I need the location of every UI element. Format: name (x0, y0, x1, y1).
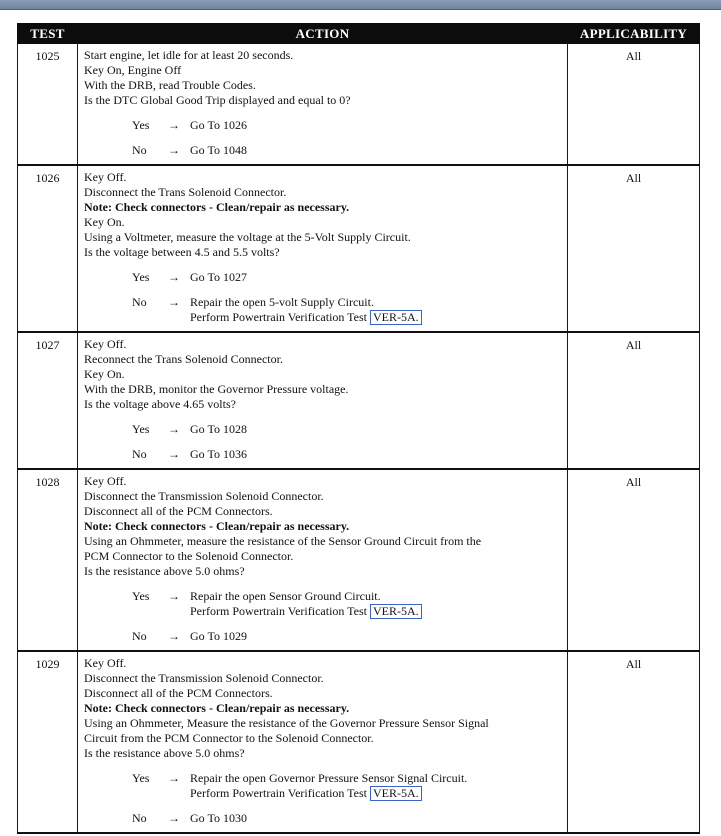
right-arrow-icon: → (168, 589, 180, 603)
no-result (190, 629, 247, 644)
result-text: Repair the open Sensor Ground Circuit. (190, 589, 381, 603)
header-test: TEST (18, 24, 78, 44)
action-line: Key Off. (84, 474, 127, 488)
applicability-cell: All (568, 332, 700, 469)
action-line: Key Off. (84, 337, 127, 351)
result-text: Go To 1027 (190, 270, 247, 284)
action-line: Is the resistance above 5.0 ohms? (84, 746, 245, 760)
yes-branch (132, 589, 563, 619)
right-arrow-icon: → (168, 771, 180, 785)
action-line: Key On. (84, 215, 125, 229)
right-arrow-icon: → (168, 270, 180, 284)
verification-test-link[interactable]: VER-5A. (370, 604, 422, 619)
right-arrow-icon: → (168, 629, 180, 643)
applicability-cell: All (568, 651, 700, 833)
note-line: Note: Check connectors - Clean/repair as necessary. (84, 200, 350, 214)
right-arrow-icon: → (168, 118, 180, 132)
test-number: 1029 (18, 651, 78, 833)
table-row (18, 332, 700, 469)
verification-line (190, 310, 422, 325)
action-cell (78, 651, 568, 833)
action-line: With the DRB, read Trouble Codes. (84, 78, 256, 92)
yes-result (190, 118, 247, 133)
right-arrow-icon: → (168, 143, 180, 157)
no-branch (132, 143, 563, 158)
table-header-row (18, 24, 700, 44)
action-cell (78, 44, 568, 166)
applicability-cell: All (568, 44, 700, 166)
result-text: Repair the open Governor Pressure Sensor Signal Circuit. (190, 771, 468, 785)
table-row (18, 469, 700, 651)
no-label: No (132, 295, 147, 309)
yes-label: Yes (132, 422, 150, 436)
yes-result (190, 270, 247, 285)
action-line: Disconnect the Trans Solenoid Connector. (84, 185, 287, 199)
result-text: Go To 1029 (190, 629, 247, 643)
yes-branch (132, 771, 563, 801)
verification-test-link[interactable]: VER-5A. (370, 310, 422, 325)
no-branch (132, 447, 563, 462)
no-label: No (132, 143, 147, 157)
header-action: ACTION (78, 24, 568, 44)
yes-label: Yes (132, 270, 150, 284)
action-line: Key Off. (84, 170, 127, 184)
action-line: Key On, Engine Off (84, 63, 182, 77)
yes-result (190, 422, 247, 437)
yes-label: Yes (132, 589, 150, 603)
yes-label: Yes (132, 771, 150, 785)
no-label: No (132, 629, 147, 643)
action-line: Disconnect all of the PCM Connectors. (84, 504, 273, 518)
window-top-bar (0, 0, 721, 10)
verification-text: Perform Powertrain Verification Test (190, 786, 368, 800)
action-line: PCM Connector to the Solenoid Connector. (84, 549, 294, 563)
action-line: Using an Ohmmeter, measure the resistance of the Sensor Ground Circuit from the (84, 534, 482, 548)
table-row (18, 44, 700, 166)
table-row (18, 651, 700, 833)
right-arrow-icon: → (168, 422, 180, 436)
result-text: Go To 1030 (190, 811, 247, 825)
action-line: Key Off. (84, 656, 127, 670)
action-cell (78, 469, 568, 651)
result-text: Go To 1036 (190, 447, 247, 461)
yes-branch (132, 270, 563, 285)
verification-text: Perform Powertrain Verification Test (190, 310, 368, 324)
right-arrow-icon: → (168, 295, 180, 309)
applicability-cell: All (568, 469, 700, 651)
yes-branch (132, 118, 563, 133)
no-result (190, 811, 247, 826)
verification-line (190, 604, 422, 619)
action-line: With the DRB, monitor the Governor Pressure voltage. (84, 382, 349, 396)
action-line: Circuit from the PCM Connector to the Solenoid Connector. (84, 731, 374, 745)
action-line: Disconnect the Transmission Solenoid Connector. (84, 671, 324, 685)
result-text: Go To 1026 (190, 118, 247, 132)
action-cell (78, 332, 568, 469)
no-branch (132, 811, 563, 826)
no-result (190, 143, 247, 158)
right-arrow-icon: → (168, 447, 180, 461)
test-number: 1028 (18, 469, 78, 651)
result-text: Go To 1048 (190, 143, 247, 157)
header-applicability: APPLICABILITY (568, 24, 700, 44)
result-text: Repair the open 5-volt Supply Circuit. (190, 295, 374, 309)
action-line: Start engine, let idle for at least 20 seconds. (84, 48, 294, 62)
no-result (190, 295, 422, 325)
note-line: Note: Check connectors - Clean/repair as necessary. (84, 701, 350, 715)
action-line: Key On. (84, 367, 125, 381)
action-line: Using an Ohmmeter, Measure the resistance of the Governor Pressure Sensor Signal (84, 716, 489, 730)
verification-line (190, 786, 467, 801)
no-label: No (132, 811, 147, 825)
test-number: 1026 (18, 165, 78, 332)
action-line: Is the DTC Global Good Trip displayed and equal to 0? (84, 93, 351, 107)
action-cell (78, 165, 568, 332)
yes-result (190, 589, 422, 619)
no-branch (132, 295, 563, 325)
result-text: Go To 1028 (190, 422, 247, 436)
action-line: Is the voltage between 4.5 and 5.5 volts? (84, 245, 280, 259)
action-line: Disconnect all of the PCM Connectors. (84, 686, 273, 700)
action-line: Disconnect the Transmission Solenoid Connector. (84, 489, 324, 503)
verification-test-link[interactable]: VER-5A. (370, 786, 422, 801)
no-result (190, 447, 247, 462)
table-row (18, 165, 700, 332)
no-label: No (132, 447, 147, 461)
applicability-cell: All (568, 165, 700, 332)
action-line: Is the voltage above 4.65 volts? (84, 397, 236, 411)
diagnostic-test-table (17, 23, 700, 834)
verification-text: Perform Powertrain Verification Test (190, 604, 368, 618)
yes-branch (132, 422, 563, 437)
test-number: 1025 (18, 44, 78, 166)
test-number: 1027 (18, 332, 78, 469)
action-line: Reconnect the Trans Solenoid Connector. (84, 352, 283, 366)
yes-result (190, 771, 467, 801)
yes-label: Yes (132, 118, 150, 132)
note-line: Note: Check connectors - Clean/repair as necessary. (84, 519, 350, 533)
action-line: Using a Voltmeter, measure the voltage at the 5-Volt Supply Circuit. (84, 230, 411, 244)
no-branch (132, 629, 563, 644)
right-arrow-icon: → (168, 811, 180, 825)
action-line: Is the resistance above 5.0 ohms? (84, 564, 245, 578)
